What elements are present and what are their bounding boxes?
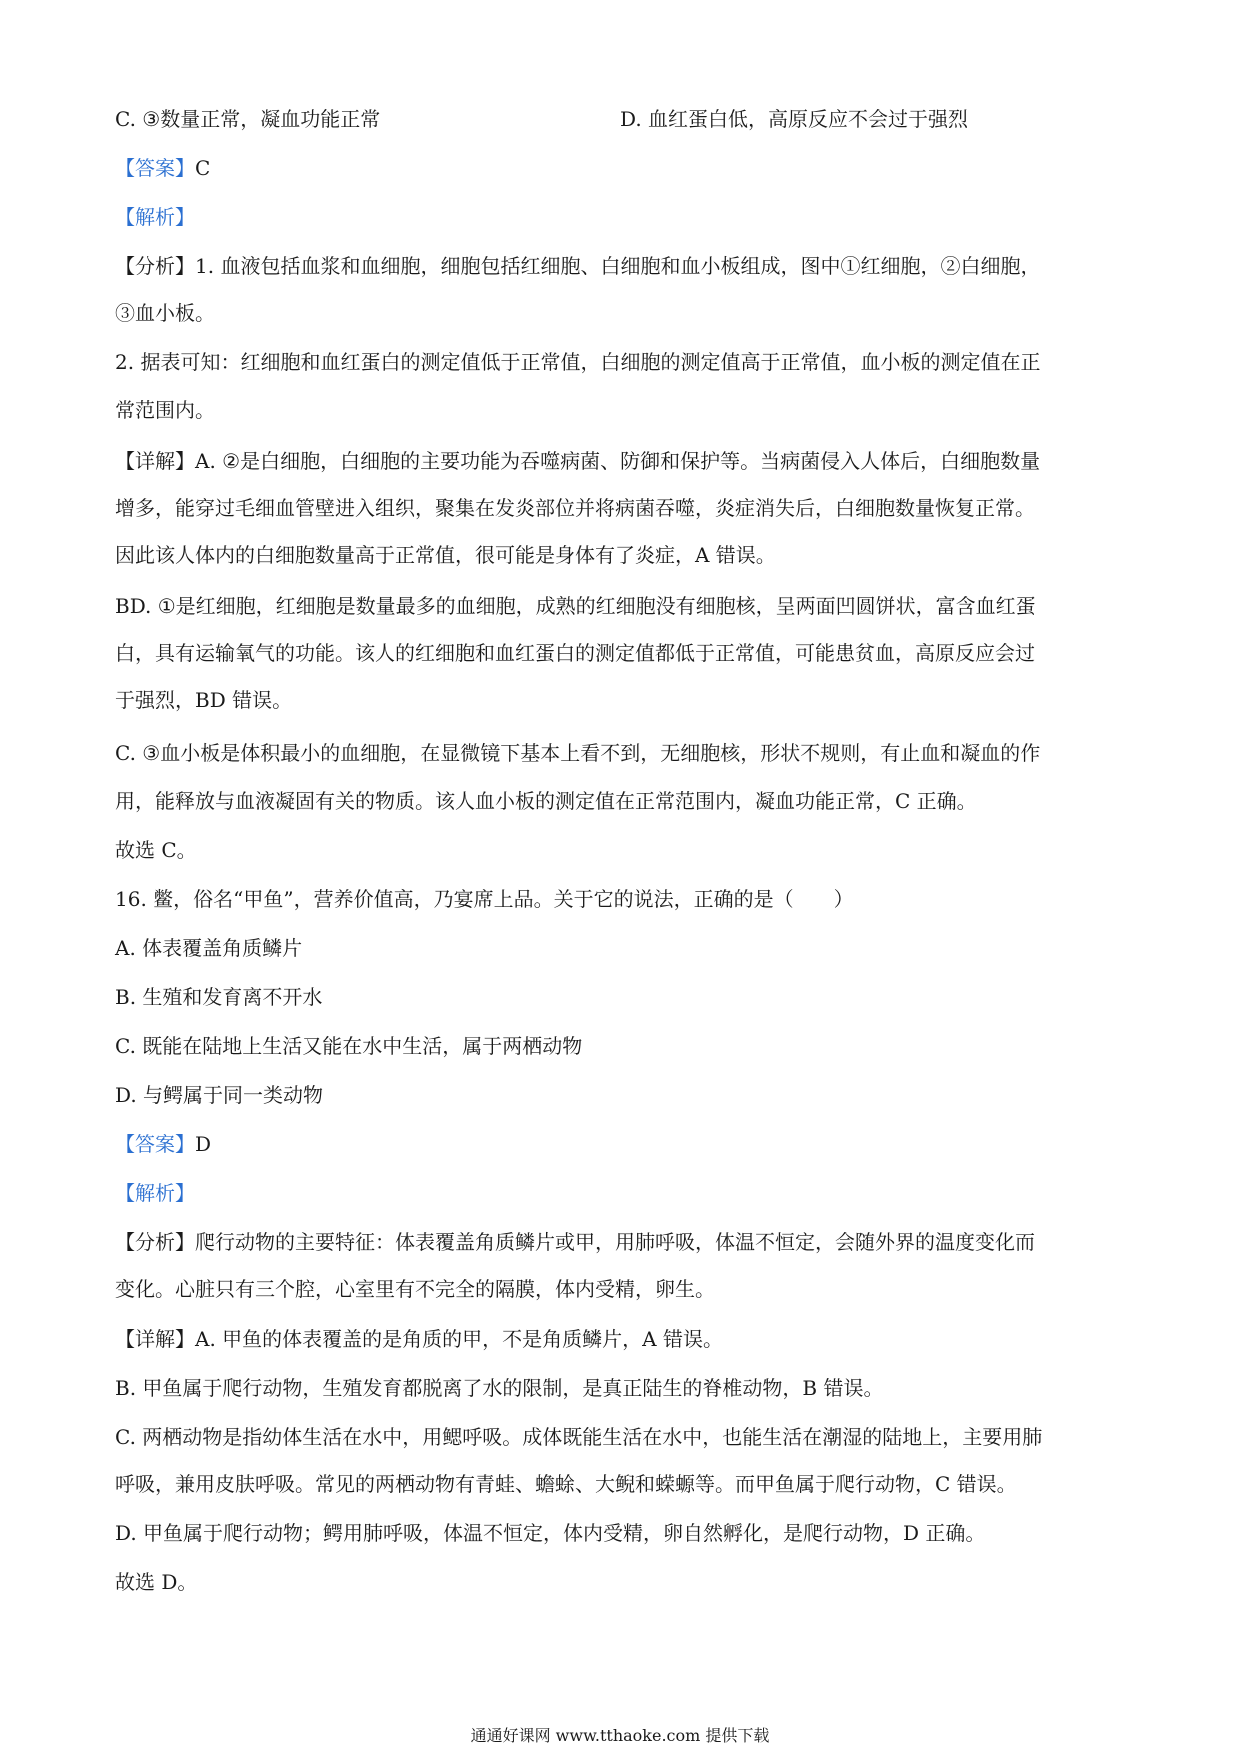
q16-detail-b: B. 甲鱼属于爬行动物，生殖发育都脱离了水的限制，是真正陆生的脊椎动物，B 错误。 (115, 1376, 884, 1400)
q15-detail-bd-line-2: 白，具有运输氧气的功能。该人的红细胞和血红蛋白的测定值都低于正常值，可能患贫血，高原反应会过 (115, 641, 1035, 665)
q15-analysis-heading (115, 202, 195, 232)
answer-tag: 【答案】 (115, 156, 195, 180)
q15-detail-a-line-2: 增多，能穿过毛细血管壁进入组织，聚集在发炎部位并将病菌吞噬，炎症消失后，白细胞数量恢复正常。 (115, 496, 1035, 520)
xiangjie-tag: 【详解】 (115, 1327, 195, 1351)
page-footer: 通通好课网 www.tthaoke.com 提供下载 (470, 1726, 770, 1745)
q16-option-d: D. 与鳄属于同一类动物 (115, 1083, 324, 1107)
fenxi-tag: 【分析】 (115, 254, 195, 278)
q15-detail-bd-line-3: 于强烈，BD 错误。 (115, 688, 293, 712)
q16-option-a: A. 体表覆盖角质鳞片 (115, 936, 303, 960)
q16-option-b: B. 生殖和发育离不开水 (115, 985, 323, 1009)
q16-conclusion: 故选 D。 (115, 1570, 198, 1594)
detail-text: A. 甲鱼的体表覆盖的是角质的甲，不是角质鳞片，A 错误。 (195, 1327, 723, 1351)
detail-text: A. ②是白细胞，白细胞的主要功能为吞噬病菌、防御和保护等。当病菌侵入人体后，白细胞数量 (195, 449, 1041, 473)
fenxi-text: 1. 血液包括血浆和血细胞，细胞包括红细胞、白细胞和血小板组成，图中①红细胞，②白细胞， (195, 254, 1041, 278)
fenxi-text: 爬行动物的主要特征：体表覆盖角质鳞片或甲，用肺呼吸，体温不恒定，会随外界的温度变化而 (195, 1230, 1035, 1254)
q16-fenxi-line-1 (115, 1227, 1035, 1257)
q16-fenxi-line-2: 变化。心脏只有三个腔，心室里有不完全的隔膜，体内受精，卵生。 (115, 1277, 715, 1301)
answer-value: D (195, 1132, 212, 1156)
q15-answer (115, 153, 210, 183)
answer-value: C (195, 156, 211, 180)
q16-detail-c-line-2: 呼吸，兼用皮肤呼吸。常见的两栖动物有青蛙、蟾蜍、大鲵和蝾螈等。而甲鱼属于爬行动物，C 错误。 (115, 1472, 1017, 1496)
fenxi-tag: 【分析】 (115, 1230, 195, 1254)
q16-analysis-heading (115, 1178, 195, 1208)
q15-detail-bd-line-1: BD. ①是红细胞，红细胞是数量最多的血细胞，成熟的红细胞没有细胞核，呈两面凹圆饼状，富含血红蛋 (115, 594, 1036, 618)
q16-detail-a (115, 1324, 723, 1354)
q15-fenxi-line-1 (115, 251, 1040, 281)
q15-fenxi-line-3: 2. 据表可知：红细胞和血红蛋白的测定值低于正常值，白细胞的测定值高于正常值，血小板的测定值在正 (115, 350, 1041, 374)
q16-option-c: C. 既能在陆地上生活又能在水中生活，属于两栖动物 (115, 1034, 583, 1058)
xiangjie-tag: 【详解】 (115, 449, 195, 473)
q15-option-d: D. 血红蛋白低，高原反应不会过于强烈 (620, 107, 969, 131)
analysis-tag: 【解析】 (115, 1181, 195, 1205)
q15-option-c: C. ③数量正常，凝血功能正常 (115, 107, 381, 131)
q16-detail-c-line-1: C. 两栖动物是指幼体生活在水中，用鳃呼吸。成体既能生活在水中，也能生活在潮湿的陆地上，主要用肺 (115, 1425, 1043, 1449)
analysis-tag: 【解析】 (115, 205, 195, 229)
q16-detail-d: D. 甲鱼属于爬行动物；鳄用肺呼吸，体温不恒定，体内受精，卵自然孵化，是爬行动物，D 正确。 (115, 1521, 986, 1545)
q16-answer (115, 1129, 211, 1159)
q15-conclusion: 故选 C。 (115, 838, 197, 862)
q15-fenxi-line-2: ③血小板。 (115, 301, 215, 325)
q15-detail-a-line-3: 因此该人体内的白细胞数量高于正常值，很可能是身体有了炎症，A 错误。 (115, 543, 776, 567)
answer-tag: 【答案】 (115, 1132, 195, 1156)
q15-detail-a-line-1 (115, 446, 1040, 476)
q15-detail-c-line-2: 用，能释放与血液凝固有关的物质。该人血小板的测定值在正常范围内，凝血功能正常，C 正确。 (115, 789, 977, 813)
q15-fenxi-line-4: 常范围内。 (115, 398, 215, 422)
q15-detail-c-line-1: C. ③血小板是体积最小的血细胞，在显微镜下基本上看不到，无细胞核，形状不规则，有止血和凝血的作 (115, 741, 1041, 765)
q16-stem: 16. 鳖，俗名“甲鱼”，营养价值高，乃宴席上品。关于它的说法，正确的是（ ） (115, 887, 854, 911)
